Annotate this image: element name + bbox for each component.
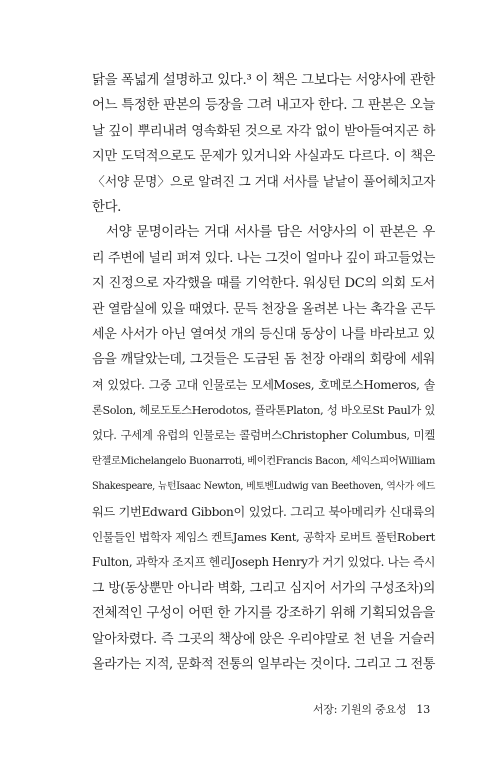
body-line: 인물들인 법학자 제임스 켄트James Kent, 공학자 로버트 풀턴Robert bbox=[92, 530, 435, 545]
body-line: 관 열람실에 있을 때였다. 문득 천장을 올려본 나는 촉각을 곤두 bbox=[92, 301, 436, 317]
body-line: 전체적인 구성이 어떤 한 가지를 강조하기 위해 기획되었음을 bbox=[92, 606, 435, 622]
body-line: 한다. bbox=[92, 199, 122, 215]
body-line: 〈서양 문명〉으로 알려진 그 거대 서사를 낱낱이 풀어헤치고자 bbox=[92, 174, 435, 190]
body-line: 그 방(동상뿐만 아니라 벽화, 그리고 심지어 서가의 구성조차)의 bbox=[92, 580, 435, 596]
body-line: Shakespeare, 뉴턴Isaac Newton, 베토벤Ludwig van Beethoven, 역사가 에드 bbox=[92, 481, 435, 493]
body-line: 날 깊이 뿌리내려 영속화된 것으로 자각 없이 받아들여지곤 하 bbox=[92, 123, 435, 139]
page-footer bbox=[313, 701, 430, 717]
body-line: 리 주변에 널리 퍼져 있다. 나는 그것이 얼마나 깊이 파고들었는 bbox=[92, 250, 436, 266]
page-number: 13 bbox=[416, 703, 430, 716]
body-line: 지 진정으로 자각했을 때를 기억한다. 워싱턴 DC의 의회 도서 bbox=[92, 276, 435, 292]
body-line: 져 있었다. 그중 고대 인물로는 모세Moses, 호메로스Homeros, 솔 bbox=[92, 377, 435, 392]
body-text bbox=[92, 68, 435, 677]
body-line: 워드 기번Edward Gibbon이 있었다. 그리고 북아메리카 신대륙의 bbox=[92, 504, 435, 519]
body-line: 세운 사서가 아닌 열여섯 개의 등신대 동상이 나를 바라보고 있 bbox=[92, 326, 435, 342]
body-line: 었다. 구세계 유럽의 인물로는 콜럼버스Christopher Columbus, 미켈 bbox=[92, 428, 435, 443]
body-line: 어느 특정한 판본의 등장을 그려 내고자 한다. 그 판본은 오늘 bbox=[92, 98, 435, 114]
body-line: 알아차렸다. 즉 그곳의 책상에 앉은 우리야말로 천 년을 거슬러 bbox=[92, 631, 435, 647]
body-line: 닭을 폭넓게 설명하고 있다.³ 이 책은 그보다는 서양사에 관한 bbox=[92, 73, 435, 88]
paragraph-first-line: 서양 문명이라는 거대 서사를 담은 서양사의 이 판본은 우 bbox=[106, 225, 435, 241]
body-line: 올라가는 지적, 문화적 전통의 일부라는 것이다. 그리고 그 전통 bbox=[92, 656, 436, 672]
running-head: 서장: 기원의 중요성 bbox=[312, 703, 407, 716]
body-line: 란젤로Michelangelo Buonarroti, 베이컨Francis Bacon, 셰익스피어William bbox=[92, 455, 436, 467]
body-line: 지만 도덕적으로도 문제가 있거니와 사실과도 다르다. 이 책은 bbox=[92, 149, 435, 165]
body-line: 음을 깨달았는데, 그것들은 도금된 돔 천장 아래의 회랑에 세워 bbox=[92, 352, 435, 368]
body-line: 론Solon, 헤로도토스Herodotos, 플라톤Platon, 성 바오로St Paul가 있 bbox=[92, 404, 435, 418]
body-line: Fulton, 과학자 조지프 헨리Joseph Henry가 거기 있었다. 나는 즉시 bbox=[92, 555, 436, 570]
